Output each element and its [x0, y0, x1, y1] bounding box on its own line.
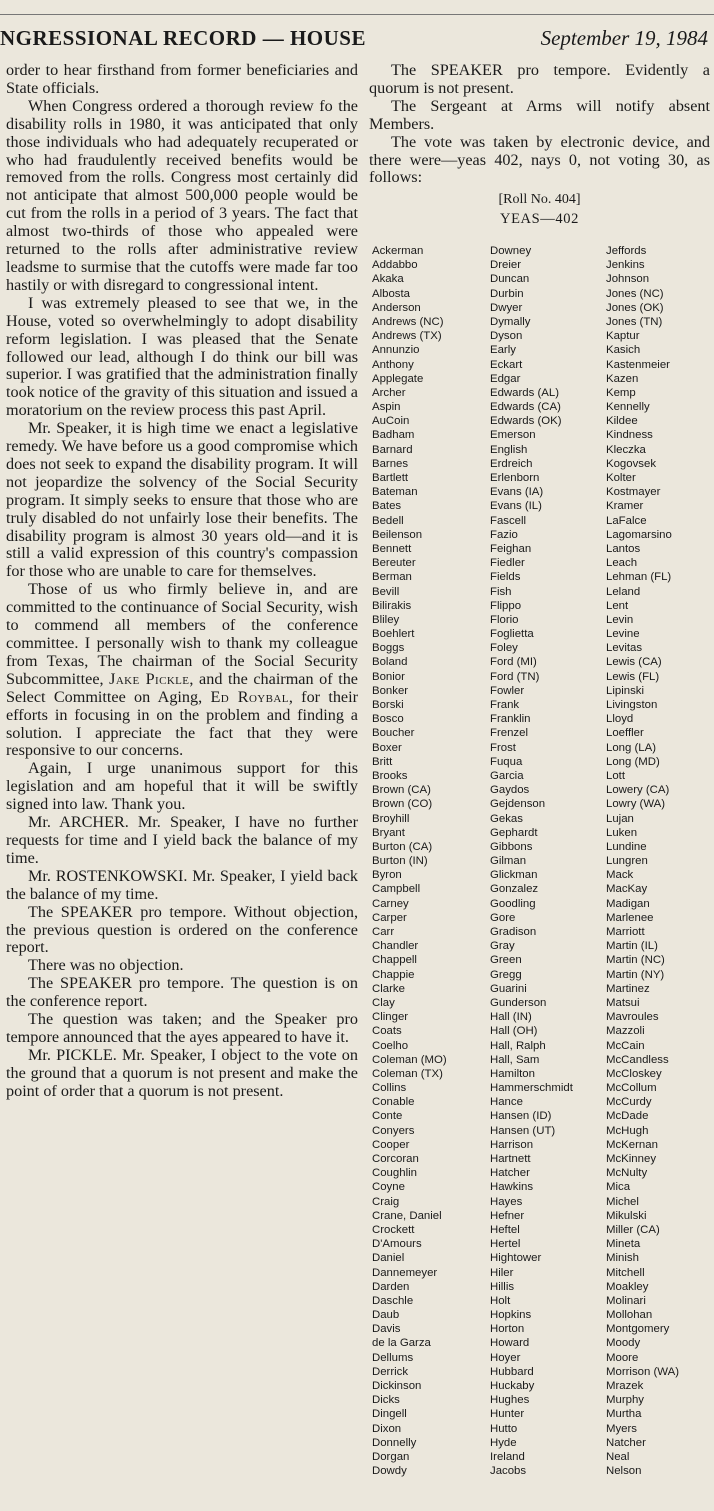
- member-name-entry: Gejdenson: [490, 798, 546, 811]
- member-name-entry: Fiedler: [490, 557, 525, 570]
- member-name-entry: Ackerman: [372, 245, 424, 257]
- member-name-entry: Long (MD): [606, 755, 660, 768]
- member-name-entry: Leach: [606, 557, 638, 570]
- member-name-entry: Donnelly: [372, 1436, 417, 1449]
- member-name-entry: Garcia: [490, 769, 524, 782]
- member-name-entry: Kogovsek: [606, 457, 657, 470]
- member-name-entry: Lott: [606, 769, 625, 782]
- member-name-entry: Hillis: [490, 1280, 515, 1293]
- member-name-entry: Conable: [372, 1096, 415, 1109]
- yeas-heading: YEAS—402: [500, 211, 579, 228]
- paragraph: Mr. Speaker, it is high time we enact a legislative remedy. We have before us a good compromise which does not seek to expand the disability program. It will not jeopardize the solvency of the Social Security program. It simply seeks to ensure that those who are truly disabled do not unfairly lose their benefits. The disability program is almost 30 years old—and it is still a valid expression of this country's compassion for those who are unable to care for themselves.: [6, 419, 358, 581]
- member-name-entry: Chappell: [372, 954, 417, 967]
- member-name-entry: Gibbons: [490, 840, 533, 853]
- member-name-entry: Coleman (MO): [372, 1053, 447, 1066]
- member-name-entry: Early: [490, 344, 516, 357]
- member-name-entry: Feighan: [490, 542, 532, 555]
- member-name-entry: Lipinski: [606, 684, 644, 697]
- member-name-entry: Mrazek: [606, 1380, 644, 1392]
- member-name-entry: Ford (TN): [490, 670, 540, 683]
- member-name-entry: Flippo: [490, 599, 522, 612]
- member-name-entry: Dymally: [490, 315, 531, 328]
- member-name-entry: Frank: [490, 699, 520, 711]
- member-name-entry: Hertel: [490, 1238, 521, 1251]
- member-name-entry: Hutto: [490, 1422, 518, 1435]
- member-name-entry: Applegate: [372, 372, 424, 385]
- paragraph-text: , and the chairman of the Select Committee on Aging,: [6, 669, 358, 706]
- member-name-entry: Boucher: [372, 727, 415, 740]
- member-name-entry: Carper: [372, 911, 407, 924]
- paragraph: The vote was taken by electronic device, and there were—yeas 402, nays 0, not voting 30, as follows:: [369, 132, 710, 187]
- member-name-entry: Clinger: [372, 1011, 409, 1024]
- member-name-entry: Levitas: [606, 642, 643, 655]
- member-name-entry: Guarini: [490, 982, 527, 995]
- member-name-entry: Carr: [372, 926, 395, 938]
- yeas-name-list: [372, 244, 714, 1480]
- member-name-entry: Hunter: [490, 1408, 525, 1421]
- member-name-entry: Hefner: [490, 1209, 525, 1222]
- paragraph: Mr. PICKLE. Mr. Speaker, I object to the vote on the ground that a quorum is not present and make the point of order that a quorum is not present.: [6, 1045, 358, 1100]
- member-name-entry: Kasich: [606, 344, 641, 357]
- member-name-entry: Derrick: [372, 1365, 409, 1378]
- member-name-entry: Dwyer: [490, 301, 523, 314]
- member-name-entry: Levine: [606, 628, 640, 641]
- member-name-entry: Evans (IL): [490, 500, 542, 513]
- paragraph: When Congress ordered a thorough review fo the disability rolls in 1980, it was anticipated that only those individuals who had adequately recuperated or who had fraudulently received benefits would be removed from the rolls. Congress most certainly did not anticipate that almost 500,000 people would be cut from the rolls in a period of 3 years. The fact that almost two-thirds of those who appealed were returned to the rolls after administrative review leadsme to surmise that the cutoffs were made far too hastily or with disregard to congressional intent.: [6, 96, 358, 294]
- member-name-entry: Kazen: [606, 372, 639, 385]
- member-name-entry: D'Amours: [372, 1238, 422, 1251]
- member-name-entry: Long (LA): [606, 741, 657, 754]
- member-name-entry: Dowdy: [372, 1465, 407, 1478]
- member-name-entry: Martin (NY): [606, 968, 665, 981]
- member-name-entry: Lowry (WA): [606, 798, 666, 811]
- member-name-entry: Hughes: [490, 1394, 530, 1407]
- member-name-entry: Fields: [490, 571, 521, 584]
- member-name-entry: Gonzalez: [490, 883, 539, 896]
- member-name-entry: Kostmayer: [606, 486, 661, 499]
- member-name-entry: Berman: [372, 571, 412, 584]
- member-name-entry: Michel: [606, 1195, 639, 1208]
- member-name-entry: Edwards (OK): [490, 415, 562, 428]
- member-name-entry: Fazio: [490, 528, 518, 541]
- member-name-entry: Kaptur: [606, 330, 640, 343]
- member-name-entry: English: [490, 443, 528, 456]
- member-name-entry: Mollohan: [606, 1309, 653, 1322]
- paragraph: The SPEAKER pro tempore. Without objection, the previous question is ordered on the conference report.: [6, 902, 358, 957]
- member-name-entry: Marriott: [606, 926, 645, 938]
- member-name-entry: Morrison (WA): [606, 1365, 679, 1378]
- member-name-entry: Hopkins: [490, 1309, 532, 1322]
- member-name-entry: Gray: [490, 940, 515, 953]
- member-name-entry: Gaydos: [490, 784, 530, 797]
- member-name-entry: Martin (NC): [606, 954, 665, 967]
- publication-date: September 19, 1984: [540, 26, 708, 50]
- member-name-entry: Boggs: [372, 642, 405, 655]
- member-name-entry: Lujan: [606, 812, 634, 825]
- member-name-entry: Frenzel: [490, 727, 528, 740]
- member-name-entry: Emerson: [490, 429, 536, 442]
- left-text-column: [6, 62, 358, 1101]
- member-name-entry: Ireland: [490, 1450, 525, 1463]
- member-name-entry: Erdreich: [490, 457, 533, 470]
- member-name-entry: Akaka: [372, 273, 404, 286]
- member-name-entry: Hall, Ralph: [490, 1039, 546, 1052]
- member-name-entry: Bedell: [372, 514, 404, 527]
- member-name-entry: Hance: [490, 1096, 523, 1109]
- member-name-entry: Molinari: [606, 1294, 646, 1307]
- member-name-entry: Britt: [372, 755, 393, 768]
- paragraph: I was extremely pleased to see that we, in the House, voted so overwhelmingly to adopt disability reform legislation. I was pleased that the Senate followed our lead, although I do think our bill was superior. I was gratified that the administration finally took notice of the gravity of this situation and issued a moratorium on the review process this past April.: [6, 293, 358, 420]
- member-name-entry: Green: [490, 954, 522, 967]
- member-name-entry: Natcher: [606, 1436, 646, 1449]
- member-name-entry: Bonior: [372, 670, 405, 683]
- member-name-entry: Coelho: [372, 1039, 409, 1052]
- member-name-entry: Eckart: [490, 358, 523, 371]
- member-name-entry: Coughlin: [372, 1167, 417, 1180]
- member-name-entry: Dyson: [490, 330, 523, 343]
- member-name-entry: Jones (NC): [606, 287, 664, 300]
- member-name-entry: Jones (OK): [606, 301, 664, 314]
- member-name: Ed Roybal: [210, 687, 289, 706]
- member-name-entry: Madigan: [606, 897, 650, 910]
- name-column-1: [372, 244, 490, 1480]
- member-name-entry: McCain: [606, 1039, 645, 1052]
- member-name-entry: Matsui: [606, 996, 640, 1009]
- member-name-entry: Nelson: [606, 1465, 642, 1478]
- member-name-entry: Mica: [606, 1181, 631, 1194]
- member-name-entry: Hightower: [490, 1252, 542, 1265]
- member-name-entry: Moody: [606, 1337, 641, 1350]
- member-name-entry: Lewis (CA): [606, 656, 662, 669]
- member-name-entry: Dickinson: [372, 1380, 422, 1392]
- member-name-entry: Dreier: [490, 259, 522, 272]
- paragraph: Again, I urge unanimous support for this legislation and am hopeful that it will be swiftly signed into law. Thank you.: [6, 759, 358, 814]
- member-name-entry: Dellums: [372, 1351, 414, 1364]
- member-name-entry: Fascell: [490, 514, 527, 527]
- member-name-entry: Chandler: [372, 940, 419, 953]
- member-name-entry: McDade: [606, 1110, 649, 1123]
- member-name-entry: Lundine: [606, 840, 647, 853]
- member-name-entry: Bryant: [372, 826, 405, 839]
- paragraph: Mr. ROSTENKOWSKI. Mr. Speaker, I yield back the balance of my time.: [6, 866, 358, 903]
- member-name-entry: Lewis (FL): [606, 670, 660, 683]
- member-name-entry: Neal: [606, 1450, 630, 1463]
- member-name-entry: Minish: [606, 1252, 639, 1265]
- member-name-entry: Burton (IN): [372, 855, 428, 868]
- member-name-entry: Murtha: [606, 1408, 642, 1421]
- member-name-entry: Goodling: [490, 897, 536, 910]
- member-name-entry: Kastenmeier: [606, 358, 670, 371]
- member-name-entry: Gradison: [490, 926, 537, 938]
- member-name-entry: Broyhill: [372, 812, 410, 825]
- name-column-2: [490, 244, 606, 1480]
- member-name-entry: Mack: [606, 869, 634, 882]
- member-name-entry: Mavroules: [606, 1011, 659, 1024]
- member-name-entry: Aspin: [372, 401, 401, 414]
- member-name-entry: Edgar: [490, 372, 521, 385]
- member-name-entry: Kleczka: [606, 443, 646, 456]
- member-name-entry: Marlenee: [606, 911, 654, 924]
- member-name-entry: Hayes: [490, 1195, 523, 1208]
- member-name-entry: McNulty: [606, 1167, 648, 1180]
- member-name-entry: Kindness: [606, 429, 653, 442]
- member-name-entry: Bates: [372, 500, 402, 513]
- member-name-entry: Brooks: [372, 769, 408, 782]
- member-name-entry: Livingston: [606, 699, 658, 711]
- member-name-entry: Bateman: [372, 486, 418, 499]
- member-name-entry: Hatcher: [490, 1167, 530, 1180]
- member-name-entry: Duncan: [490, 273, 530, 286]
- member-name-entry: Myers: [606, 1422, 638, 1435]
- member-name-entry: Bereuter: [372, 557, 416, 570]
- member-name-entry: Hansen (UT): [490, 1124, 556, 1137]
- member-name-entry: Andrews (NC): [372, 315, 444, 328]
- member-name-entry: Coleman (TX): [372, 1067, 443, 1080]
- member-name-entry: Gephardt: [490, 826, 538, 839]
- member-name-entry: Jenkins: [606, 259, 645, 272]
- member-name-entry: MacKay: [606, 883, 648, 896]
- member-name-entry: Hall (IN): [490, 1011, 532, 1024]
- member-name-entry: Bliley: [372, 613, 400, 626]
- roll-number: [Roll No. 404]: [498, 192, 581, 208]
- member-name-entry: Fish: [490, 585, 512, 598]
- member-name-entry: Boxer: [372, 741, 402, 754]
- member-name-entry: Lent: [606, 599, 629, 612]
- member-name-entry: Montgomery: [606, 1323, 670, 1336]
- member-name-entry: Murphy: [606, 1394, 644, 1407]
- member-name-entry: Bilirakis: [372, 599, 412, 612]
- member-name-entry: Mitchell: [606, 1266, 645, 1279]
- member-name-entry: Barnes: [372, 457, 409, 470]
- member-name-entry: Gilman: [490, 855, 527, 868]
- member-name-entry: Gregg: [490, 968, 522, 981]
- member-name-entry: Hyde: [490, 1436, 517, 1449]
- member-name-entry: Frost: [490, 741, 516, 754]
- member-name-entry: Horton: [490, 1323, 525, 1336]
- paragraph-text: Those of us who firmly believe in, and are committed to the continuance of Social Security, wish to commend all members of the conference committee. I personally wish to thank my colleague from Texas, The chairman of the Social Security Subcommittee,: [6, 580, 358, 688]
- member-name-entry: Johnson: [606, 273, 650, 286]
- paragraph: The Sergeant at Arms will notify absent Members.: [369, 96, 710, 133]
- member-name-entry: Luken: [606, 826, 638, 839]
- member-name-entry: Fuqua: [490, 755, 523, 768]
- member-name-entry: Dixon: [372, 1422, 402, 1435]
- member-name-entry: McCandless: [606, 1053, 669, 1066]
- member-name-entry: Durbin: [490, 287, 524, 300]
- member-name-entry: Hamilton: [490, 1067, 535, 1080]
- member-name-entry: Dannemeyer: [372, 1266, 438, 1279]
- member-name: Jake Pickle: [109, 669, 190, 688]
- member-name-entry: Coyne: [372, 1181, 405, 1194]
- member-name-entry: Lantos: [606, 542, 641, 555]
- member-name-entry: Anthony: [372, 358, 414, 371]
- member-name-entry: Brown (CO): [372, 798, 433, 811]
- paragraph: The SPEAKER pro tempore. Evidently a quorum is not present.: [369, 61, 710, 97]
- paragraph: The SPEAKER pro tempore. The question is on the conference report.: [6, 974, 358, 1011]
- member-name-entry: Mineta: [606, 1238, 641, 1251]
- member-name-entry: Brown (CA): [372, 784, 431, 797]
- member-name-entry: Collins: [372, 1082, 407, 1095]
- member-name-entry: Leland: [606, 585, 641, 598]
- member-name-entry: Conyers: [372, 1124, 415, 1137]
- member-name-entry: Hiler: [490, 1266, 514, 1279]
- member-name-entry: Clarke: [372, 982, 405, 995]
- member-name-entry: Clay: [372, 996, 395, 1009]
- member-name-entry: Byron: [372, 869, 402, 882]
- member-name-entry: Coats: [372, 1025, 402, 1038]
- member-name-entry: Edwards (CA): [490, 401, 561, 414]
- member-name-entry: Kennelly: [606, 401, 650, 414]
- member-name-entry: Cooper: [372, 1138, 410, 1151]
- member-name-entry: Lagomarsino: [606, 528, 672, 541]
- member-name-entry: LaFalce: [606, 514, 647, 527]
- member-name-entry: Lehman (FL): [606, 571, 672, 584]
- paragraph: The question was taken; and the Speaker pro tempore announced that the ayes appeared to have it.: [6, 1010, 358, 1046]
- member-name-entry: Erlenborn: [490, 472, 540, 484]
- member-name-entry: Downey: [490, 245, 532, 257]
- member-name-entry: Moore: [606, 1351, 639, 1364]
- member-name-entry: Franklin: [490, 713, 531, 726]
- member-name-entry: Burton (CA): [372, 840, 433, 853]
- member-name-entry: Corcoran: [372, 1153, 419, 1165]
- member-name-entry: Conte: [372, 1110, 403, 1123]
- member-name-entry: de la Garza: [372, 1337, 431, 1350]
- member-name-entry: Kolter: [606, 472, 636, 484]
- member-name-entry: Dorgan: [372, 1450, 410, 1463]
- member-name-entry: Hubbard: [490, 1365, 534, 1378]
- header-rule: [0, 14, 714, 15]
- member-name-entry: Kramer: [606, 500, 644, 513]
- member-name-entry: McKinney: [606, 1153, 657, 1165]
- member-name-entry: Barnard: [372, 443, 413, 456]
- paragraph-text: , for their efforts in focusing in on the problem and finding a solution. I appreciate the fact that they were responsive to our concerns.: [6, 687, 358, 760]
- paragraph: There was no objection.: [28, 956, 184, 975]
- member-name-entry: Hall (OH): [490, 1025, 538, 1038]
- publication-title: NGRESSIONAL RECORD — HOUSE: [0, 26, 366, 50]
- member-name-entry: Lloyd: [606, 713, 634, 726]
- member-name-entry: Daniel: [372, 1252, 405, 1265]
- member-name-entry: Darden: [372, 1280, 410, 1293]
- member-name-entry: McCurdy: [606, 1096, 652, 1109]
- member-name-entry: Boland: [372, 656, 408, 669]
- member-name-entry: McKernan: [606, 1138, 658, 1151]
- member-name-entry: Dicks: [372, 1394, 400, 1407]
- member-name-entry: Craig: [372, 1195, 400, 1208]
- member-name-entry: Addabbo: [372, 259, 418, 272]
- member-name-entry: Kildee: [606, 415, 638, 428]
- member-name-entry: Crane, Daniel: [372, 1209, 442, 1222]
- member-name-entry: Gekas: [490, 812, 523, 825]
- member-name-entry: Hansen (ID): [490, 1110, 552, 1123]
- member-name-entry: Dingell: [372, 1408, 407, 1421]
- member-name-entry: Huckaby: [490, 1380, 535, 1392]
- member-name-entry: Howard: [490, 1337, 530, 1350]
- member-name-entry: Jones (TN): [606, 315, 663, 328]
- member-name-entry: McHugh: [606, 1124, 649, 1137]
- member-name-entry: Florio: [490, 613, 519, 626]
- member-name-entry: Bartlett: [372, 472, 409, 484]
- member-name-entry: Bennett: [372, 542, 412, 555]
- member-name-entry: Lowery (CA): [606, 784, 670, 797]
- paragraph: order to hear firsthand from former beneficiaries and State officials.: [6, 61, 358, 97]
- member-name-entry: Annunzio: [372, 344, 420, 357]
- member-name-entry: Heftel: [490, 1223, 520, 1236]
- member-name-entry: Kemp: [606, 386, 636, 399]
- member-name-entry: McCloskey: [606, 1067, 662, 1080]
- member-name-entry: Albosta: [372, 287, 410, 300]
- member-name-entry: Loeffler: [606, 727, 644, 740]
- member-name-entry: Hammerschmidt: [490, 1082, 573, 1095]
- member-name-entry: Foley: [490, 642, 518, 655]
- member-name-entry: Evans (IA): [490, 486, 544, 499]
- member-name-entry: Hall, Sam: [490, 1053, 540, 1066]
- member-name-entry: Bonker: [372, 684, 409, 697]
- member-name-entry: Bevill: [372, 585, 400, 598]
- member-name-entry: Boehlert: [372, 628, 415, 641]
- name-column-3: [606, 244, 714, 1480]
- member-name-entry: Harrison: [490, 1138, 534, 1151]
- member-name-entry: Archer: [372, 386, 406, 399]
- member-name-entry: Holt: [490, 1294, 511, 1307]
- member-name-entry: Martin (IL): [606, 940, 658, 953]
- member-name-entry: Ford (MI): [490, 656, 537, 669]
- member-name-entry: Fowler: [490, 684, 525, 697]
- member-name-entry: Miller (CA): [606, 1223, 660, 1236]
- member-name-entry: Borski: [372, 699, 404, 711]
- member-name-entry: Gore: [490, 911, 516, 924]
- member-name-entry: Edwards (AL): [490, 386, 560, 399]
- member-name-entry: AuCoin: [372, 415, 410, 428]
- member-name-entry: Daub: [372, 1309, 400, 1322]
- member-name-entry: Moakley: [606, 1280, 649, 1293]
- member-name-entry: Jacobs: [490, 1465, 527, 1478]
- member-name-entry: Glickman: [490, 869, 538, 882]
- paragraph: Mr. ARCHER. Mr. Speaker, I have no further requests for time and I yield back the balance of my time.: [6, 813, 358, 867]
- member-name-entry: Crockett: [372, 1223, 415, 1236]
- member-name-entry: Beilenson: [372, 528, 423, 541]
- member-name-entry: Daschle: [372, 1294, 414, 1307]
- member-name-entry: Badham: [372, 429, 415, 442]
- member-name-entry: Hoyer: [490, 1351, 521, 1364]
- member-name-entry: Chappie: [372, 968, 415, 981]
- member-name-entry: Hartnett: [490, 1153, 531, 1165]
- member-name-entry: Lungren: [606, 855, 648, 868]
- member-name-entry: Foglietta: [490, 628, 534, 641]
- right-text-column: [369, 62, 710, 233]
- member-name-entry: Campbell: [372, 883, 421, 896]
- member-name-entry: Mazzoli: [606, 1025, 645, 1038]
- member-name-entry: Carney: [372, 897, 409, 910]
- member-name-entry: Hawkins: [490, 1181, 534, 1194]
- member-name-entry: Anderson: [372, 301, 421, 314]
- paragraph-acknowledgement: [6, 581, 358, 760]
- member-name-entry: Levin: [606, 613, 634, 626]
- member-name-entry: Andrews (TX): [372, 330, 442, 343]
- member-name-entry: Davis: [372, 1323, 401, 1336]
- member-name-entry: McCollum: [606, 1082, 657, 1095]
- member-name-entry: Gunderson: [490, 996, 547, 1009]
- member-name-entry: Mikulski: [606, 1209, 647, 1222]
- member-name-entry: Jeffords: [606, 245, 647, 257]
- member-name-entry: Bosco: [372, 713, 404, 726]
- member-name-entry: Martinez: [606, 982, 650, 995]
